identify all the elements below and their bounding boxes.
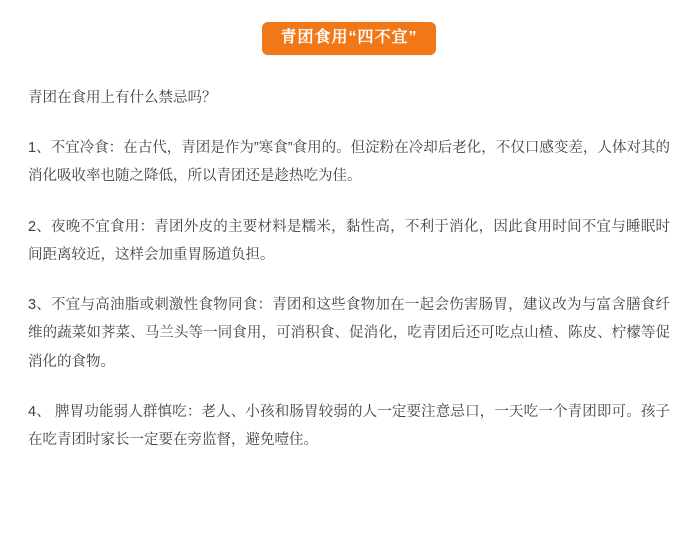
article-paragraph-2: 2、夜晚不宜食用：青团外皮的主要材料是糯米，黏性高，不利于消化，因此食用时间不宜与睡眠时间距离较近，这样会加重胃肠道负担。: [28, 218, 670, 263]
page-title: 青团食用“四不宜”: [262, 22, 435, 55]
title-container: [28, 0, 670, 63]
article-paragraph-1: 1、不宜冷食：在古代，青团是作为”寒食”食用的。但淀粉在冷却后老化，不仅口感变差，人体对其的消化吸收率也随之降低，所以青团还是趁热吃为佳。: [28, 140, 670, 185]
lead-question: 青团在食用上有什么禁忌吗？: [28, 89, 217, 106]
article-paragraph-3: 3、不宜与高油脂或刺激性食物同食：青团和这些食物加在一起会伤害肠胃，建议改为与富含膳食纤维的蔬菜如荠菜、马兰头等一同食用，可消积食、促消化，吃青团后还可吃点山楂、陈皮、柠檬等促消化的食物。: [28, 297, 670, 370]
article-paragraph-4: 4、 脾胃功能弱人群慎吃：老人、小孩和肠胃较弱的人一定要注意忌口，一天吃一个青团即可。孩子在吃青团时家长一定要在旁监督，避免噎住。: [28, 404, 670, 449]
